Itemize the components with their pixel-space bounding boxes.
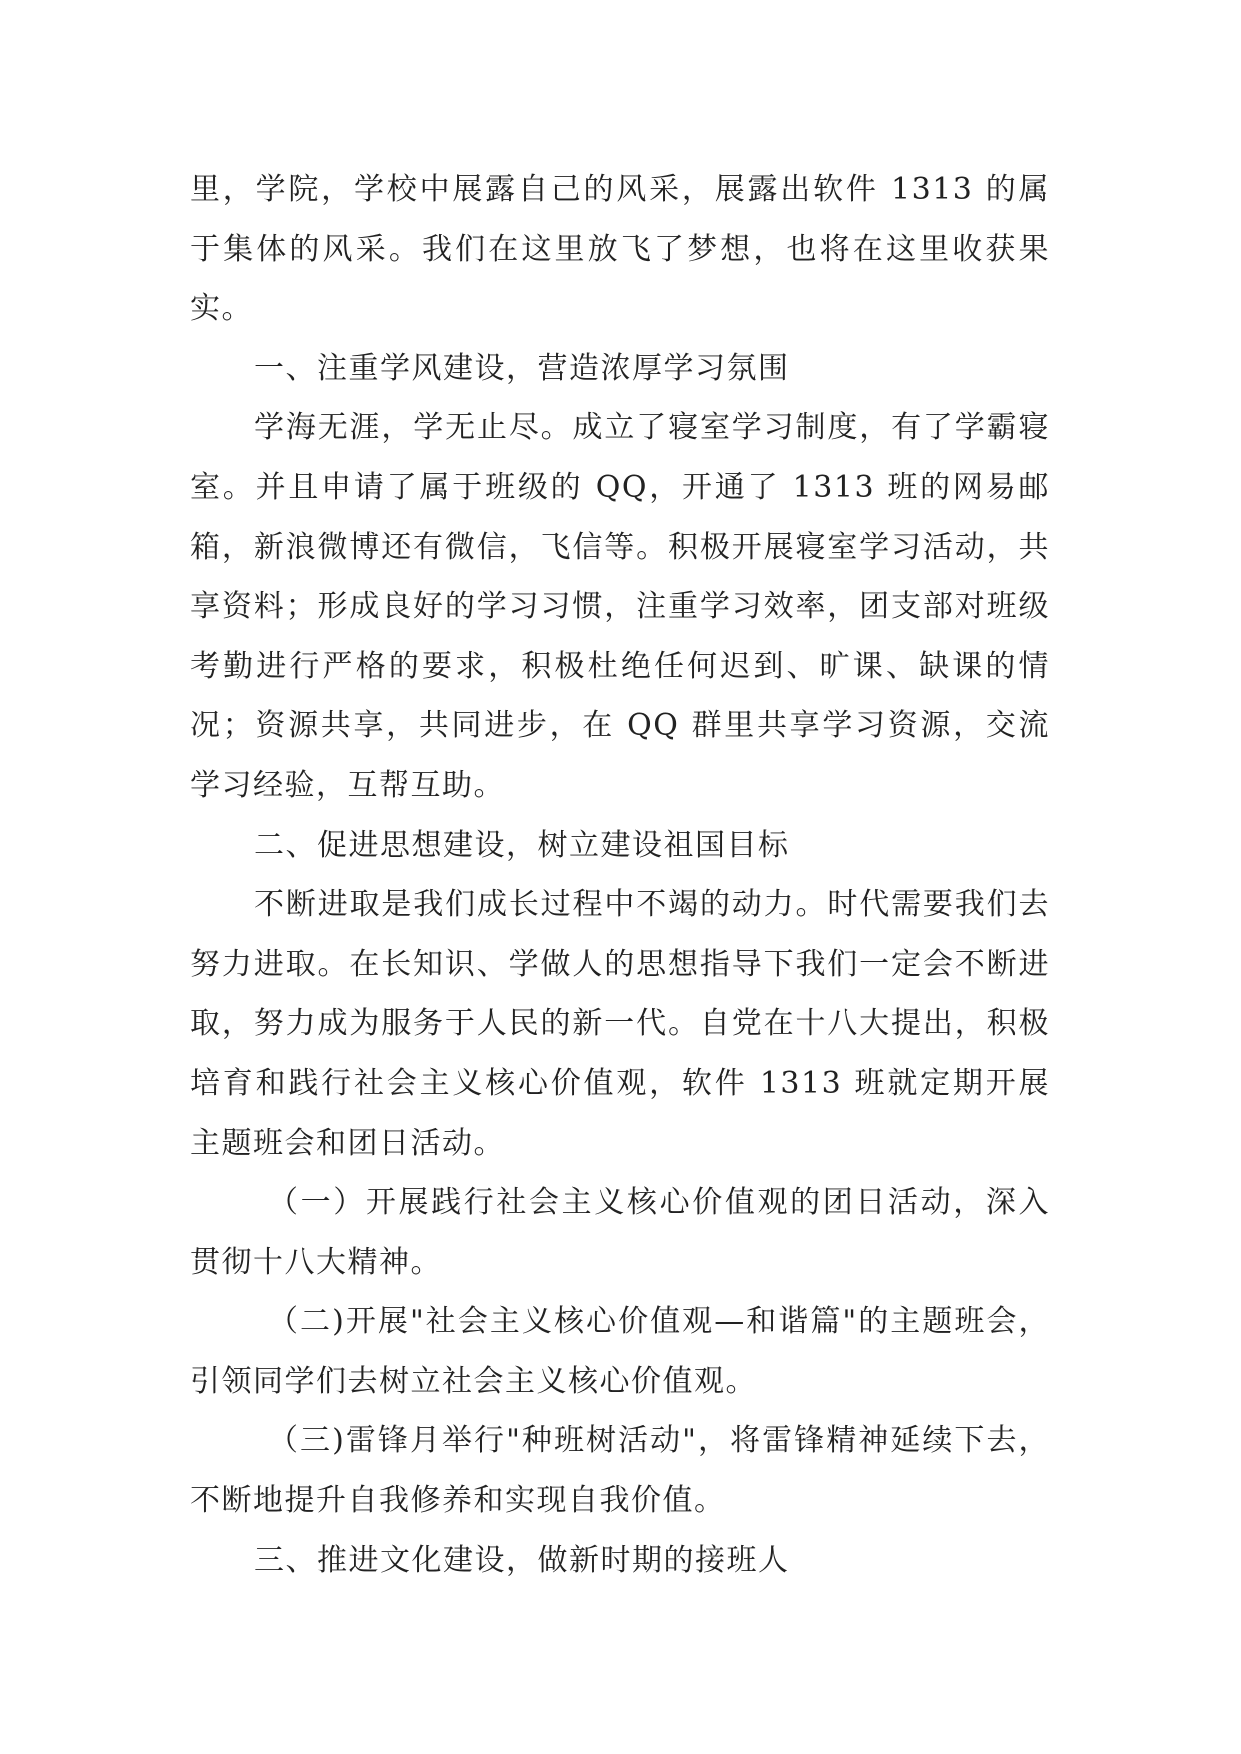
section-heading-ideology: 二、促进思想建设，树立建设祖国目标: [254, 827, 790, 863]
subitem-three: （三)雷锋月举行"种班树活动"，将雷锋精神延续下去，不断地提升自我修养和实现自我价值。: [190, 1423, 1050, 1519]
section-heading-culture: 三、推进文化建设，做新时期的接班人: [254, 1542, 790, 1578]
paragraph-continuation: 里，学院，学校中展露自己的风采，展露出软件 1313 的属于集体的风采。我们在这里放飞了梦想，也将在这里收获果实。: [190, 172, 1050, 327]
paragraph-study-style: 学海无涯，学无止尽。成立了寝室学习制度，有了学霸寝室。并且申请了属于班级的 QQ，开通了 1313 班的网易邮箱，新浪微博还有微信，飞信等。积极开展寝室学习活动，共享资料；形成良好的学习习惯，注重学习效率，团支部对班级考勤进行严格的要求，积极杜绝任何迟到、旷课、缺课的情况；资源共享，共同进步，在 QQ 群里共享学习资源，交流学习经验，互帮互助。: [190, 410, 1050, 803]
paragraph-ideology: 不断进取是我们成长过程中不竭的动力。时代需要我们去努力进取。在长知识、学做人的思想指导下我们一定会不断进取，努力成为服务于人民的新一代。自党在十八大提出，积极培育和践行社会主义核心价值观，软件 1313 班就定期开展主题班会和团日活动。: [190, 887, 1050, 1161]
section-heading-study-style: 一、注重学风建设，营造浓厚学习氛围: [254, 350, 790, 386]
subitem-one: （一）开展践行社会主义核心价值观的团日活动，深入贯彻十八大精神。: [190, 1185, 1050, 1280]
document-body: [190, 160, 1050, 1590]
subitem-two: （二)开展"社会主义核心价值观—和谐篇"的主题班会，引领同学们去树立社会主义核心价值观。: [190, 1304, 1050, 1399]
